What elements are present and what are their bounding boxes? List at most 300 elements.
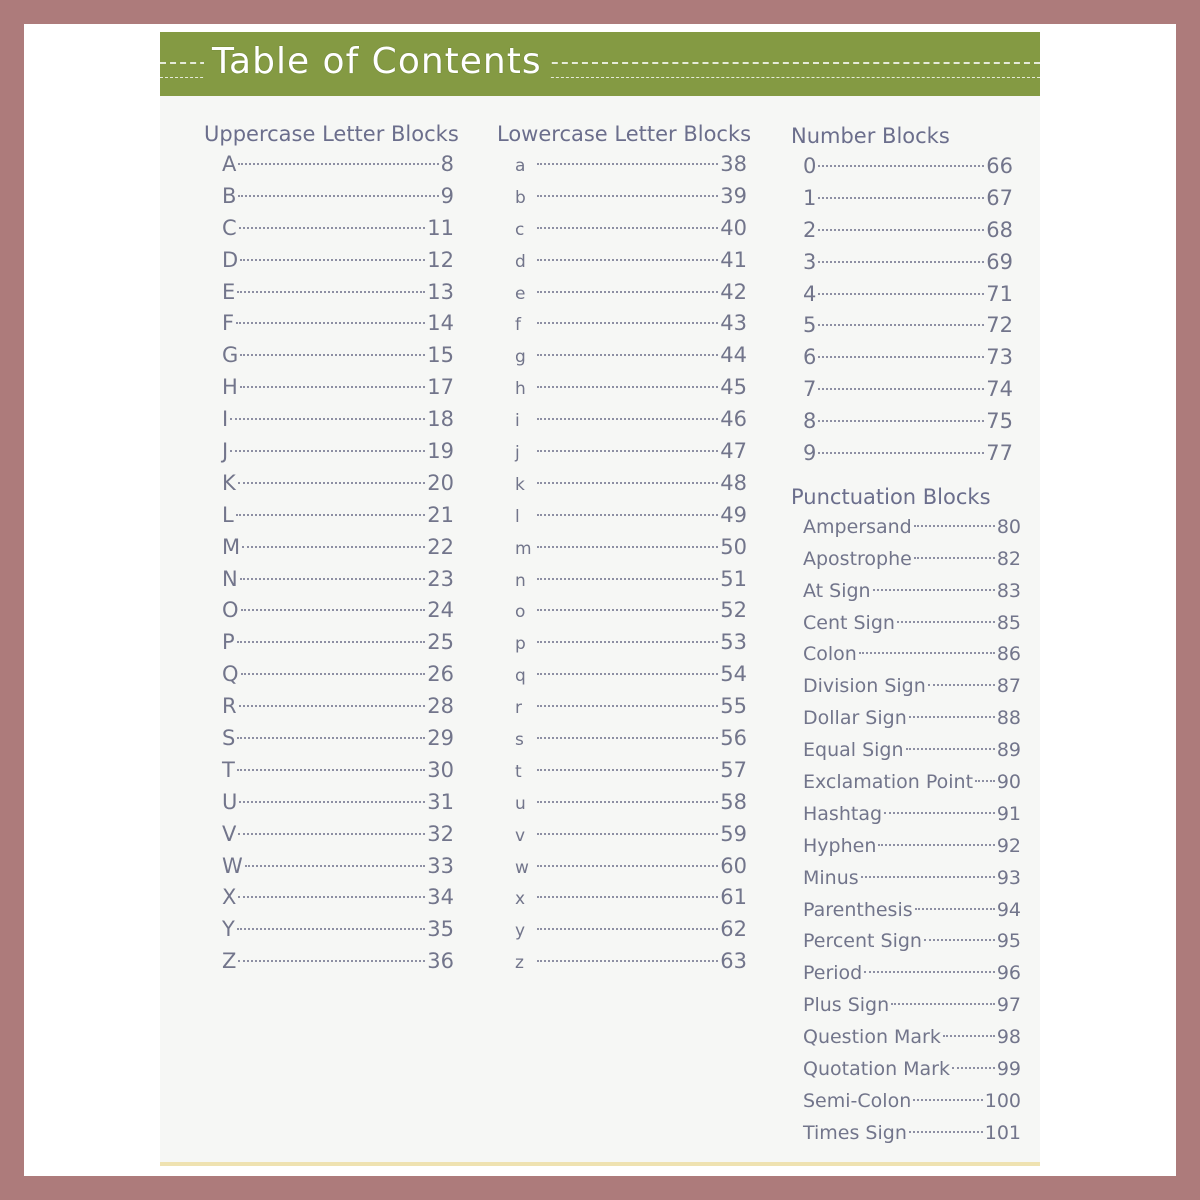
entry-label: H xyxy=(222,375,238,400)
dot-leader xyxy=(537,833,718,835)
dot-leader xyxy=(537,673,718,675)
dot-leader xyxy=(240,259,425,261)
dot-leader xyxy=(537,865,718,867)
uppercase-entries xyxy=(204,149,466,978)
dot-leader xyxy=(537,960,718,962)
toc-entry xyxy=(791,279,1013,311)
toc-entry xyxy=(497,149,747,181)
entry-label: 7 xyxy=(803,377,817,402)
dot-leader xyxy=(238,195,438,197)
page-number: 11 xyxy=(427,215,454,240)
page-number: 49 xyxy=(720,502,747,527)
entry-label: F xyxy=(222,311,235,336)
toc-entry xyxy=(791,374,1013,406)
toc-entry xyxy=(791,310,1013,342)
toc-entry xyxy=(791,671,1021,703)
entry-label: 4 xyxy=(803,281,817,306)
dot-leader xyxy=(891,1003,995,1005)
toc-entry xyxy=(497,851,747,883)
page-number: 22 xyxy=(427,534,454,559)
dot-leader xyxy=(537,705,718,707)
toc-entry xyxy=(791,215,1013,247)
entry-label: 2 xyxy=(803,217,817,242)
dot-leader xyxy=(915,908,995,910)
dot-leader xyxy=(913,1099,983,1101)
dot-leader xyxy=(241,673,426,675)
page-number: 72 xyxy=(986,313,1013,338)
entry-label: N xyxy=(222,566,238,591)
toc-entry xyxy=(791,863,1021,895)
toc-entry xyxy=(791,1022,1021,1054)
dot-leader xyxy=(818,388,984,390)
page-number: 46 xyxy=(720,407,747,432)
dot-leader xyxy=(238,163,438,165)
page-number: 98 xyxy=(996,1026,1021,1049)
toc-entry xyxy=(791,767,1021,799)
page-number: 28 xyxy=(427,694,454,719)
toc-entry xyxy=(791,799,1021,831)
punctuation-heading: Punctuation Blocks xyxy=(791,484,991,509)
entry-label: Period xyxy=(803,962,863,985)
entry-label: k xyxy=(515,474,525,495)
dot-leader xyxy=(537,801,718,803)
toc-entry xyxy=(497,595,747,627)
dot-leader xyxy=(818,197,984,199)
toc-entry xyxy=(497,659,747,691)
toc-entry xyxy=(204,787,454,819)
toc-entry xyxy=(791,342,1013,374)
entry-label: f xyxy=(515,315,521,336)
toc-entry xyxy=(497,723,747,755)
entry-label: 3 xyxy=(803,249,817,274)
page-number: 62 xyxy=(720,917,747,942)
entry-label: Z xyxy=(222,949,237,974)
entry-label: Quotation Mark xyxy=(803,1058,950,1081)
image-frame xyxy=(24,24,1176,1176)
dot-leader xyxy=(537,450,718,452)
page-number: 87 xyxy=(996,675,1021,698)
page-number: 35 xyxy=(427,917,454,942)
dot-leader xyxy=(237,641,426,643)
page-number: 45 xyxy=(720,375,747,400)
page-number: 83 xyxy=(996,579,1021,602)
entry-label: w xyxy=(515,857,529,878)
page-number: 55 xyxy=(720,694,747,719)
page-number: 38 xyxy=(720,152,747,176)
dot-leader xyxy=(240,578,426,580)
toc-entry xyxy=(497,627,747,659)
toc-entry xyxy=(791,703,1021,735)
dot-leader xyxy=(237,769,425,771)
entry-label: 5 xyxy=(803,313,817,338)
entry-label: z xyxy=(515,953,524,974)
entry-label: s xyxy=(515,730,524,751)
page-number: 73 xyxy=(986,345,1013,370)
toc-entry xyxy=(497,436,747,468)
toc-entry xyxy=(791,608,1021,640)
entry-label: D xyxy=(222,247,239,272)
entry-label: q xyxy=(515,666,526,687)
dot-leader xyxy=(537,578,718,580)
dot-leader xyxy=(237,928,425,930)
page-number: 12 xyxy=(427,247,454,272)
page-number: 17 xyxy=(427,375,454,400)
page-number: 52 xyxy=(720,598,747,623)
dot-leader xyxy=(818,293,984,295)
dot-leader xyxy=(537,546,718,548)
page-number: 9 xyxy=(440,183,454,208)
entry-label: G xyxy=(222,343,239,368)
dot-leader xyxy=(861,876,995,878)
dot-leader xyxy=(928,684,995,686)
entry-label: Ampersand xyxy=(803,515,912,538)
toc-entry xyxy=(791,151,1013,183)
entry-label: Equal Sign xyxy=(803,739,904,762)
page-number: 92 xyxy=(996,834,1021,857)
dot-leader xyxy=(537,291,718,293)
toc-entry xyxy=(497,245,747,277)
page-number: 25 xyxy=(427,630,454,655)
page-number: 50 xyxy=(720,534,747,559)
toc-entry xyxy=(497,532,747,564)
entry-label: At Sign xyxy=(803,579,871,602)
toc-entry xyxy=(204,532,454,564)
page-number: 44 xyxy=(720,343,747,368)
toc-entry xyxy=(204,245,454,277)
toc-entry xyxy=(204,404,454,436)
dot-leader xyxy=(238,896,425,898)
page-number: 85 xyxy=(996,611,1021,634)
toc-entry xyxy=(497,213,747,245)
dot-leader xyxy=(537,163,718,165)
entry-label: Parenthesis xyxy=(803,898,913,921)
dot-leader xyxy=(906,748,995,750)
uppercase-heading: Uppercase Letter Blocks xyxy=(204,122,459,146)
lowercase-column xyxy=(497,119,759,978)
page-number: 82 xyxy=(996,547,1021,570)
entry-label: Semi-Colon xyxy=(803,1089,912,1112)
entry-label: W xyxy=(222,853,243,878)
toc-entry xyxy=(791,958,1021,990)
toc-entry xyxy=(204,277,454,309)
page-number: 24 xyxy=(427,598,454,623)
page-number: 100 xyxy=(984,1089,1021,1112)
entry-label: r xyxy=(515,698,522,719)
lowercase-heading: Lowercase Letter Blocks xyxy=(497,122,752,146)
entry-label: C xyxy=(222,215,237,240)
entry-label: 6 xyxy=(803,345,817,370)
toc-entry xyxy=(497,946,747,978)
entry-label: Cent Sign xyxy=(803,611,895,634)
dot-leader xyxy=(818,356,984,358)
page-number: 57 xyxy=(720,757,747,782)
uppercase-column xyxy=(204,119,466,978)
page-number: 71 xyxy=(986,281,1013,306)
page-number: 36 xyxy=(427,949,454,974)
page-number: 54 xyxy=(720,662,747,687)
page-number: 97 xyxy=(996,994,1021,1017)
entry-label: E xyxy=(222,279,236,304)
page-number: 51 xyxy=(720,566,747,591)
dot-leader xyxy=(236,322,425,324)
page-number: 88 xyxy=(996,707,1021,730)
page-number: 32 xyxy=(427,821,454,846)
dot-leader xyxy=(242,546,425,548)
toc-entry xyxy=(204,181,454,213)
dot-leader xyxy=(537,737,718,739)
dot-leader xyxy=(230,418,425,420)
entry-label: e xyxy=(515,283,526,304)
dot-leader xyxy=(537,928,718,930)
entry-label: P xyxy=(222,630,235,655)
entry-label: Exclamation Point xyxy=(803,771,974,794)
toc-entry xyxy=(497,819,747,851)
toc-entry xyxy=(497,564,747,596)
entry-label: n xyxy=(515,570,526,591)
dot-leader xyxy=(537,641,718,643)
toc-entry xyxy=(497,500,747,532)
entry-label: u xyxy=(515,793,526,814)
dot-leader xyxy=(537,769,718,771)
dot-leader xyxy=(238,960,425,962)
dot-leader xyxy=(238,482,425,484)
entry-label: y xyxy=(515,921,526,942)
lowercase-entries xyxy=(497,149,759,978)
dot-leader xyxy=(241,609,426,611)
toc-entry xyxy=(204,436,454,468)
entry-label: c xyxy=(515,219,525,240)
page-number: 34 xyxy=(427,885,454,910)
toc-entry xyxy=(497,787,747,819)
page-number: 95 xyxy=(996,930,1021,953)
page-number: 56 xyxy=(720,726,747,751)
page-number: 26 xyxy=(427,662,454,687)
dot-leader xyxy=(878,844,994,846)
entry-label: 0 xyxy=(803,154,817,178)
entry-label: M xyxy=(222,534,241,559)
toc-entry xyxy=(204,659,454,691)
entry-label: K xyxy=(222,470,236,495)
dot-leader xyxy=(240,354,425,356)
entry-label: m xyxy=(515,538,532,559)
page-number: 15 xyxy=(427,343,454,368)
toc-entry xyxy=(204,500,454,532)
toc-entry xyxy=(791,512,1021,544)
toc-entry xyxy=(204,149,454,181)
toc-entry xyxy=(204,851,454,883)
dot-leader xyxy=(537,482,718,484)
number-punctuation-column xyxy=(791,121,1023,1150)
entry-label: Dollar Sign xyxy=(803,707,907,730)
dot-leader xyxy=(943,1035,995,1037)
toc-entry xyxy=(791,639,1021,671)
page-number: 96 xyxy=(996,962,1021,985)
page-number: 47 xyxy=(720,439,747,464)
page-number: 59 xyxy=(720,821,747,846)
page-number: 66 xyxy=(986,154,1013,178)
entry-label: I xyxy=(222,407,229,432)
dot-leader xyxy=(975,780,995,782)
page-number: 29 xyxy=(427,726,454,751)
dot-leader xyxy=(537,227,718,229)
entry-label: S xyxy=(222,726,236,751)
page-number: 68 xyxy=(986,217,1013,242)
dot-leader xyxy=(537,896,718,898)
dot-leader xyxy=(236,514,426,516)
punctuation-entries xyxy=(791,512,1023,1150)
dot-leader xyxy=(909,1131,983,1133)
dot-leader xyxy=(239,227,426,229)
number-entries xyxy=(791,151,1023,470)
page-number: 53 xyxy=(720,630,747,655)
dot-leader xyxy=(537,322,718,324)
entry-label: A xyxy=(222,152,237,176)
page-number: 75 xyxy=(986,409,1013,434)
entry-label: R xyxy=(222,694,237,719)
entry-label: U xyxy=(222,789,238,814)
toc-entry xyxy=(791,1086,1021,1118)
page-number: 69 xyxy=(986,249,1013,274)
dot-leader xyxy=(237,737,425,739)
entry-label: J xyxy=(222,439,229,464)
toc-entry xyxy=(791,544,1021,576)
entry-label: Hashtag xyxy=(803,802,883,825)
toc-entry xyxy=(204,564,454,596)
toc-entry xyxy=(791,990,1021,1022)
page-number: 23 xyxy=(427,566,454,591)
entry-label: o xyxy=(515,602,526,623)
toc-entry xyxy=(791,831,1021,863)
toc-entry xyxy=(791,406,1013,438)
page-number: 18 xyxy=(427,407,454,432)
page-number: 43 xyxy=(720,311,747,336)
entry-label: Plus Sign xyxy=(803,994,890,1017)
page-number: 41 xyxy=(720,247,747,272)
toc-entry xyxy=(204,340,454,372)
page-number: 21 xyxy=(427,502,454,527)
entry-label: b xyxy=(515,187,526,208)
entry-label: X xyxy=(222,885,237,910)
bottom-band xyxy=(160,1162,1040,1166)
dot-leader xyxy=(864,971,995,973)
entry-label: Y xyxy=(222,917,235,942)
entry-label: Percent Sign xyxy=(803,930,922,953)
toc-entry xyxy=(204,946,454,978)
dot-leader xyxy=(537,514,718,516)
toc-entry xyxy=(497,914,747,946)
toc-entry xyxy=(497,755,747,787)
entry-label: 9 xyxy=(803,441,817,466)
page-number: 8 xyxy=(440,152,454,176)
entry-label: v xyxy=(515,825,526,846)
entry-label: g xyxy=(515,347,526,368)
page-number: 63 xyxy=(720,949,747,974)
toc-entry xyxy=(204,819,454,851)
number-heading: Number Blocks xyxy=(791,124,950,148)
entry-label: j xyxy=(515,443,520,464)
dot-leader xyxy=(537,386,718,388)
dot-leader xyxy=(239,801,425,803)
document-page xyxy=(160,32,1040,1166)
page-number: 33 xyxy=(427,853,454,878)
dot-leader xyxy=(859,652,995,654)
toc-entry xyxy=(204,691,454,723)
page-number: 101 xyxy=(984,1121,1021,1144)
entry-label: Times Sign xyxy=(803,1121,907,1144)
entry-label: d xyxy=(515,251,526,272)
dot-leader xyxy=(240,386,425,388)
entry-label: a xyxy=(515,156,526,176)
page-number: 80 xyxy=(996,515,1021,538)
page-number: 93 xyxy=(996,866,1021,889)
toc-entry xyxy=(791,247,1013,279)
toc-entry xyxy=(497,340,747,372)
entry-label: p xyxy=(515,634,526,655)
toc-entry xyxy=(497,372,747,404)
entry-label: Question Mark xyxy=(803,1026,941,1049)
page-number: 77 xyxy=(986,441,1013,466)
dot-leader xyxy=(818,229,984,231)
entry-label: V xyxy=(222,821,237,846)
dot-leader xyxy=(537,195,718,197)
entry-label: L xyxy=(222,502,234,527)
page-number: 48 xyxy=(720,470,747,495)
entry-label: Colon xyxy=(803,643,857,666)
toc-entry xyxy=(497,181,747,213)
entry-label: B xyxy=(222,183,237,208)
toc-entry xyxy=(497,308,747,340)
dot-leader xyxy=(537,418,718,420)
toc-entry xyxy=(791,1118,1021,1150)
dot-leader xyxy=(537,259,718,261)
dot-leader xyxy=(914,525,995,527)
page-number: 39 xyxy=(720,183,747,208)
toc-entry xyxy=(204,372,454,404)
page-number: 13 xyxy=(427,279,454,304)
toc-entry xyxy=(204,595,454,627)
entry-label: Hyphen xyxy=(803,834,877,857)
toc-entry xyxy=(204,723,454,755)
toc-entry xyxy=(791,926,1021,958)
dot-leader xyxy=(914,557,995,559)
toc-entry xyxy=(791,1054,1021,1086)
toc-entry xyxy=(497,277,747,309)
toc-entry xyxy=(791,735,1021,767)
dot-leader xyxy=(818,420,984,422)
page-number: 89 xyxy=(996,739,1021,762)
dot-leader xyxy=(818,324,984,326)
dot-leader xyxy=(818,261,984,263)
page-number: 74 xyxy=(986,377,1013,402)
page-number: 14 xyxy=(427,311,454,336)
toc-entry xyxy=(791,895,1021,927)
entry-label: x xyxy=(515,889,526,910)
toc-entry xyxy=(204,755,454,787)
entry-label: Minus xyxy=(803,866,859,889)
toc-entry xyxy=(204,468,454,500)
dot-leader xyxy=(924,939,995,941)
page-number: 58 xyxy=(720,789,747,814)
entry-label: h xyxy=(515,379,526,400)
dot-leader xyxy=(238,833,425,835)
dot-leader xyxy=(537,354,718,356)
entry-label: i xyxy=(515,411,520,432)
toc-entry xyxy=(791,576,1021,608)
toc-entry xyxy=(204,308,454,340)
dot-leader xyxy=(873,589,995,591)
page-number: 60 xyxy=(720,853,747,878)
page-number: 99 xyxy=(996,1058,1021,1081)
